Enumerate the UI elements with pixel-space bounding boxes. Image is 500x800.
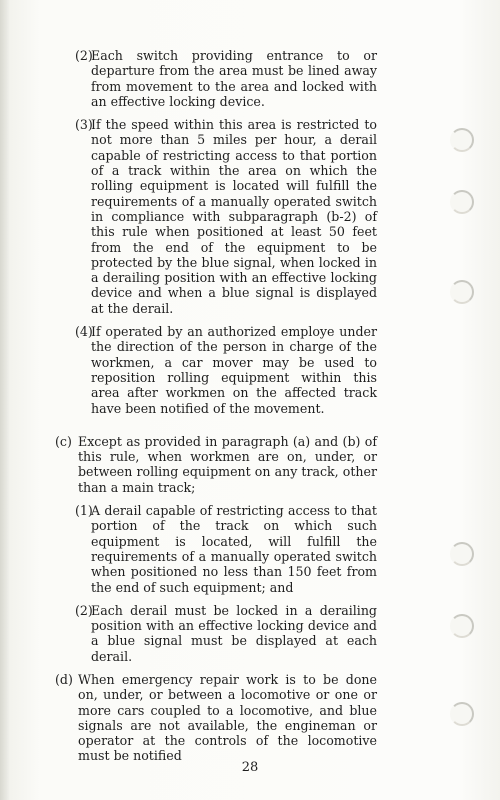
rule-text-column [55,48,377,772]
binder-hole-1 [450,128,474,152]
item-mark: (c) [55,433,72,449]
binder-hole-4 [450,542,474,566]
item-text: When emergency repair work is to be done on, under, or between a locomotive or one or more cars coupled to a locomotive, and blue signals are not available, the engineman or operator at the controls of the locomotive must be notified [78,671,377,764]
subparagraph-b2 [55,48,377,109]
subparagraph-b3 [55,117,377,316]
binder-hole-2 [450,190,474,214]
item-mark: (4) [75,324,93,340]
binder-hole-3 [450,280,474,304]
item-text: A derail capable of restricting access to that portion of the track on which such equipment is located, will fulfill the requirements of a manually operated switch when positioned no less than 150 feet from the end of such equipment; and [91,503,377,595]
subparagraph-c1 [55,503,377,595]
subparagraph-b4 [55,324,377,416]
item-mark: (1) [75,503,93,519]
item-text: If operated by an authorized employe under the direction of the person in charge of the workmen, a car mover may be used to reposition rolling equipment within this area after workmen on the affected track have been notified of the movement. [91,324,377,416]
item-mark: (2) [75,48,93,63]
item-text: Except as provided in paragraph (a) and (b) of this rule, when workmen are on, under, or between rolling equipment on any track, other than a main track; [78,433,377,495]
paragraph-d [55,672,377,764]
item-text: If the speed within this area is restricted to not more than 5 miles per hour, a derail capable of restricting access to that portion of a track within the area on which the rolling equipment is located will fulfill the requirements of a manually operated switch in compliance with subparagraph (b-2) of this rule when positioned at least 50 feet from the end of the equipment to be protected by the blue signal, when locked in a derailing position with an effective locking device and when a blue signal is displayed at the derail. [91,117,377,316]
item-text: Each switch providing entrance to or departure from the area must be lined away from movement to the area and locked with an effective locking device. [91,48,377,109]
item-mark: (d) [55,671,73,687]
item-text: Each derail must be locked in a derailing position with an effective locking device and a blue signal must be displayed at each derail. [91,602,377,664]
subparagraph-c2 [55,603,377,664]
binder-hole-5 [450,614,474,638]
binder-hole-6 [450,702,474,726]
item-mark: (3) [75,117,93,133]
page-number: 28 [241,760,259,775]
item-mark: (2) [75,602,93,618]
paragraph-c [55,434,377,495]
page-fold-shadow [0,0,10,800]
